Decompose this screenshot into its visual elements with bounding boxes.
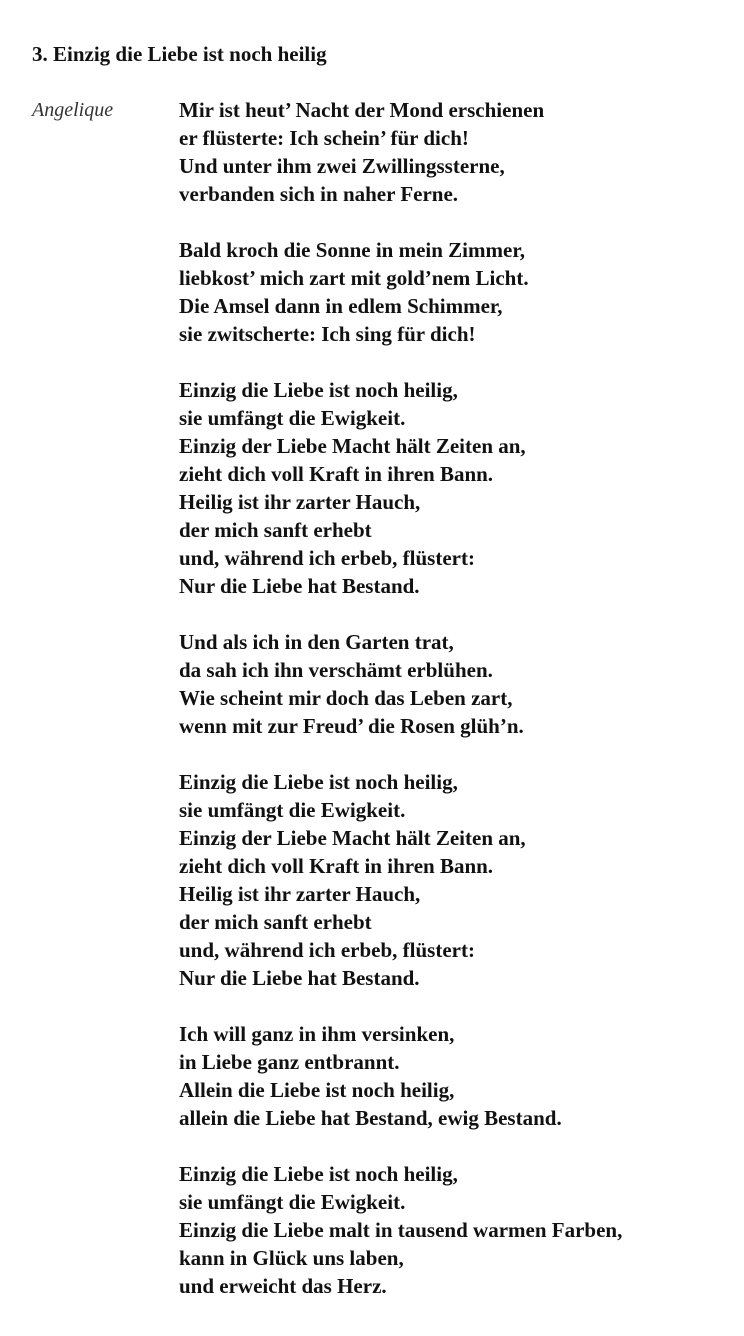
lyric-line: Die Amsel dann in edlem Schimmer, bbox=[179, 294, 503, 318]
stanza bbox=[179, 768, 729, 992]
stanza bbox=[179, 1160, 729, 1300]
lyric-line: sie umfängt die Ewigkeit. bbox=[179, 406, 406, 430]
lyric-line: und, während ich erbeb, flüstert: bbox=[179, 938, 475, 962]
lyric-line: in Liebe ganz entbrannt. bbox=[179, 1050, 400, 1074]
lyric-line: Ich will ganz in ihm versinken, bbox=[179, 1022, 455, 1046]
lyric-line: wenn mit zur Freud’ die Rosen glüh’n. bbox=[179, 714, 524, 738]
lyric-line: zieht dich voll Kraft in ihren Bann. bbox=[179, 462, 494, 486]
lyric-line: der mich sanft erhebt bbox=[179, 910, 372, 934]
lyric-line: Bald kroch die Sonne in mein Zimmer, bbox=[179, 238, 525, 262]
song-title: 3. Einzig die Liebe ist noch heilig bbox=[32, 42, 327, 66]
stanza bbox=[179, 376, 729, 600]
lyric-line: der mich sanft erhebt bbox=[179, 518, 372, 542]
lyric-line: und, während ich erbeb, flüstert: bbox=[179, 546, 475, 570]
lyric-line: Einzig der Liebe Macht hält Zeiten an, bbox=[179, 434, 526, 458]
lyric-line: und erweicht das Herz. bbox=[179, 1274, 387, 1298]
lyric-line: sie umfängt die Ewigkeit. bbox=[179, 1190, 406, 1214]
lyric-line: Heilig ist ihr zarter Hauch, bbox=[179, 490, 421, 514]
lyric-line: Einzig die Liebe ist noch heilig, bbox=[179, 378, 458, 402]
lyric-line: liebkost’ mich zart mit gold’nem Licht. bbox=[179, 266, 529, 290]
lyric-line: kann in Glück uns laben, bbox=[179, 1246, 404, 1270]
lyric-line: sie zwitscherte: Ich sing für dich! bbox=[179, 322, 476, 346]
stanza bbox=[179, 96, 729, 208]
lyric-line: Heilig ist ihr zarter Hauch, bbox=[179, 882, 421, 906]
stanza bbox=[179, 1020, 729, 1132]
lyric-line: Wie scheint mir doch das Leben zart, bbox=[179, 686, 513, 710]
lyric-line: Einzig die Liebe malt in tausend warmen Farben, bbox=[179, 1218, 623, 1242]
lyric-line: zieht dich voll Kraft in ihren Bann. bbox=[179, 854, 494, 878]
lyric-line: Nur die Liebe hat Bestand. bbox=[179, 966, 420, 990]
lyric-line: Einzig die Liebe ist noch heilig, bbox=[179, 1162, 458, 1186]
lyrics-body bbox=[179, 96, 729, 1328]
speaker-name: Angelique bbox=[32, 99, 114, 121]
lyric-line: da sah ich ihn verschämt erblühen. bbox=[179, 658, 493, 682]
lyric-line: er flüsterte: Ich schein’ für dich! bbox=[179, 126, 469, 150]
lyric-line: verbanden sich in naher Ferne. bbox=[179, 182, 459, 206]
lyric-line: Mir ist heut’ Nacht der Mond erschienen bbox=[179, 98, 545, 122]
lyric-line: Einzig der Liebe Macht hält Zeiten an, bbox=[179, 826, 526, 850]
lyric-line: Allein die Liebe ist noch heilig, bbox=[179, 1078, 455, 1102]
stanza bbox=[179, 236, 729, 348]
lyric-line: Einzig die Liebe ist noch heilig, bbox=[179, 770, 458, 794]
lyric-line: allein die Liebe hat Bestand, ewig Bestand. bbox=[179, 1106, 562, 1130]
lyric-line: sie umfängt die Ewigkeit. bbox=[179, 798, 406, 822]
lyric-line: Und unter ihm zwei Zwillingssterne, bbox=[179, 154, 505, 178]
lyric-line: Und als ich in den Garten trat, bbox=[179, 630, 454, 654]
stanza bbox=[179, 628, 729, 740]
lyric-line: Nur die Liebe hat Bestand. bbox=[179, 574, 420, 598]
